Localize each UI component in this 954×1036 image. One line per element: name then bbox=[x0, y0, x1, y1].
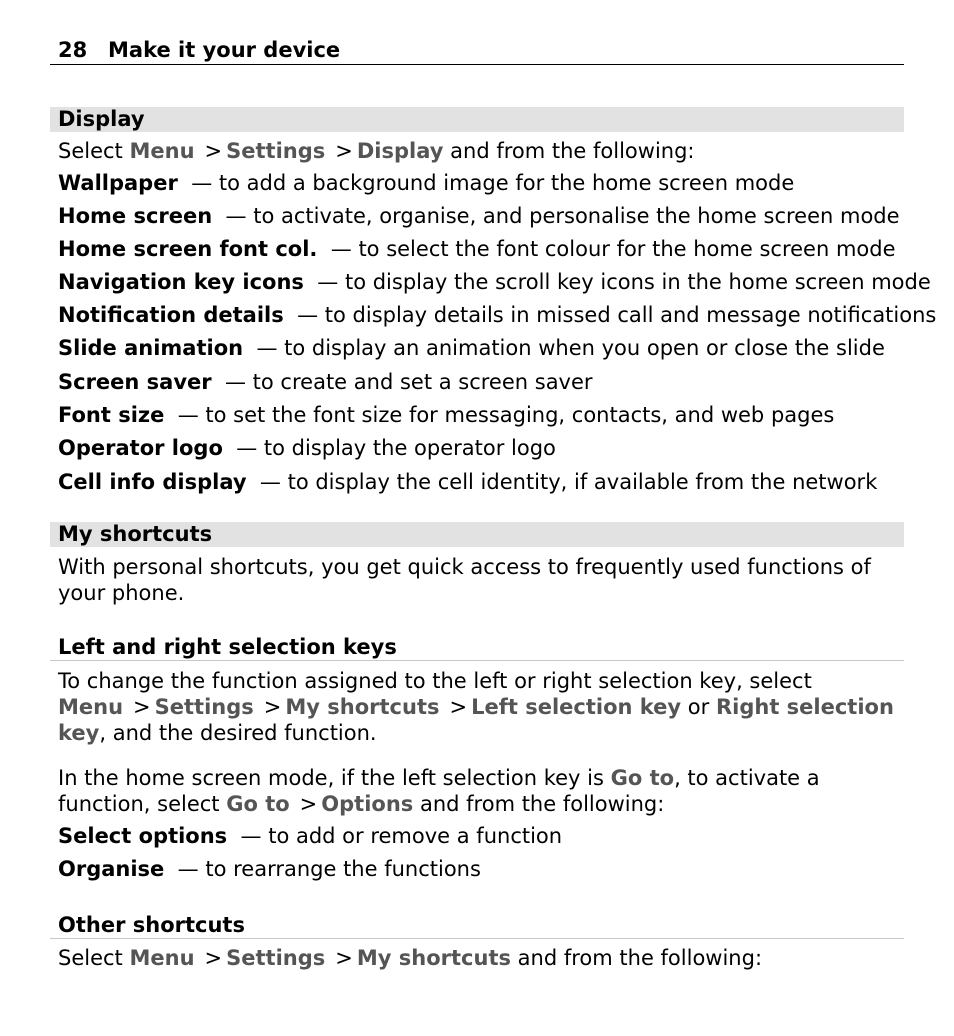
my-shortcuts-intro: With personal shortcuts, you get quick access to frequently used functions of your phone. bbox=[58, 555, 871, 605]
page-number: 28 bbox=[58, 38, 88, 62]
option-wallpaper: Wallpaper — to add a background image for the home screen mode bbox=[58, 171, 795, 195]
option-organise: Organise — to rearrange the functions bbox=[58, 857, 481, 881]
section-heading-display: Display bbox=[50, 107, 904, 132]
option-font-size: Font size — to set the font size for messaging, contacts, and web pages bbox=[58, 403, 835, 427]
chapter-title: Make it your device bbox=[108, 38, 341, 62]
menu-path-menu: Menu bbox=[129, 139, 195, 163]
other-shortcuts-intro: Select Menu > Settings > My shortcuts and from the following: bbox=[58, 946, 763, 970]
menu-path-display: Display bbox=[356, 139, 444, 163]
option-screen-saver: Screen saver — to create and set a screen saver bbox=[58, 370, 593, 394]
option-home-screen: Home screen — to activate, organise, and personalise the home screen mode bbox=[58, 204, 900, 228]
option-cell-info-display: Cell info display — to display the cell identity, if available from the network bbox=[58, 470, 878, 494]
subheading-selection-keys: Left and right selection keys bbox=[50, 633, 904, 661]
option-operator-logo: Operator logo — to display the operator logo bbox=[58, 436, 556, 460]
option-select-options: Select options — to add or remove a function bbox=[58, 824, 563, 848]
option-navigation-key-icons: Navigation key icons — to display the scroll key icons in the home screen mode bbox=[58, 270, 931, 294]
running-header bbox=[50, 36, 904, 65]
selection-keys-paragraph-2: In the home screen mode, if the left selection key is Go to, to activate a function, select Go to > Options and from the following: bbox=[58, 766, 820, 816]
selection-keys-paragraph-1: To change the function assigned to the left or right selection key, select Menu > Settings > My shortcuts > Left selection key or Right selection key, and the desired function. bbox=[58, 669, 894, 745]
option-slide-animation: Slide animation — to display an animation when you open or close the slide bbox=[58, 336, 885, 360]
menu-path-settings: Settings bbox=[226, 139, 326, 163]
option-home-screen-font-col: Home screen font col. — to select the font colour for the home screen mode bbox=[58, 237, 896, 261]
subheading-other-shortcuts: Other shortcuts bbox=[50, 911, 904, 939]
display-intro: Select Menu > Settings > Display and from the following: bbox=[58, 139, 695, 163]
option-notification-details: Notification details — to display details in missed call and message notifications bbox=[58, 303, 937, 327]
section-heading-my-shortcuts: My shortcuts bbox=[50, 522, 904, 547]
